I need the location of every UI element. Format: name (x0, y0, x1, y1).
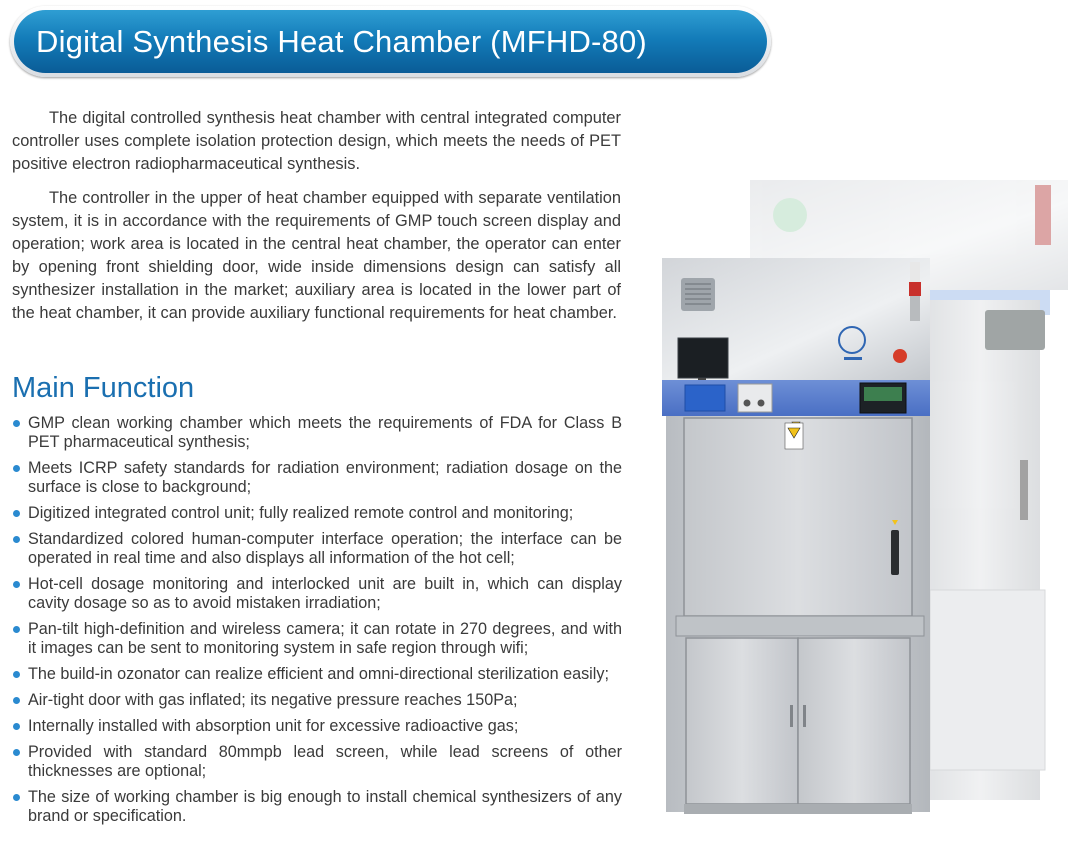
bullet-icon (13, 536, 20, 543)
intro-paragraph-1: The digital controlled synthesis heat chamber with central integrated computer controller uses complete isolation protection design, which meets the needs of PET positive electron radiopharmaceutical synthesis. (12, 109, 621, 173)
product-photo (640, 170, 1088, 853)
feature-item: The size of working chamber is big enough to install chemical synthesizers of any brand or specification. (12, 788, 622, 826)
feature-item: Standardized colored human-computer interface operation; the interface can be operated in real time and also displays all information of the hot cell; (12, 530, 622, 568)
feature-item: Hot-cell dosage monitoring and interlocked unit are built in, which can display cavity dosage so as to avoid mistaken irradiation; (12, 575, 622, 613)
bullet-icon (13, 465, 20, 472)
feature-item: The build-in ozonator can realize efficient and omni-directional sterilization easily; (12, 665, 622, 684)
title-banner (10, 6, 771, 77)
bullet-icon (13, 581, 20, 588)
feature-item: Air-tight door with gas inflated; its negative pressure reaches 150Pa; (12, 691, 622, 710)
main-function-heading: Main Function (12, 372, 195, 404)
bullet-icon (13, 794, 20, 801)
bullet-icon (13, 723, 20, 730)
title-banner-inner (14, 10, 767, 73)
bullet-icon (13, 671, 20, 678)
feature-item: Digitized integrated control unit; fully realized remote control and monitoring; (12, 504, 622, 523)
feature-item: Provided with standard 80mmpb lead screen, while lead screens of other thicknesses are optional; (12, 743, 622, 781)
bullet-icon (13, 420, 20, 427)
feature-item: GMP clean working chamber which meets the requirements of FDA for Class B PET pharmaceutical synthesis; (12, 414, 622, 452)
bullet-icon (13, 510, 20, 517)
feature-item: Internally installed with absorption unit for excessive radioactive gas; (12, 717, 622, 736)
page-title: Digital Synthesis Heat Chamber (MFHD-80) (36, 23, 647, 59)
bullet-icon (13, 749, 20, 756)
main-cabinet (662, 258, 930, 814)
bullet-icon (13, 697, 20, 704)
feature-item: Pan-tilt high-definition and wireless camera; it can rotate in 270 degrees, and with it images can be sent to monitoring system in safe region through wifi; (12, 620, 622, 658)
feature-item: Meets ICRP safety standards for radiation environment; radiation dosage on the surface is close to background; (12, 459, 622, 497)
intro-paragraph-2: The controller in the upper of heat chamber equipped with separate ventilation system, it is in accordance with the requirements of GMP touch screen display and operation; work area is located in the central heat chamber, the operator can enter by opening front shielding door, wide inside dimensions design can satisfy all synthesizer installation in the market; auxiliary area is located in the lower part of the heat chamber, it can provide auxiliary functional requirements for heat chamber. (12, 189, 621, 322)
feature-list (12, 414, 622, 833)
bullet-icon (13, 626, 20, 633)
